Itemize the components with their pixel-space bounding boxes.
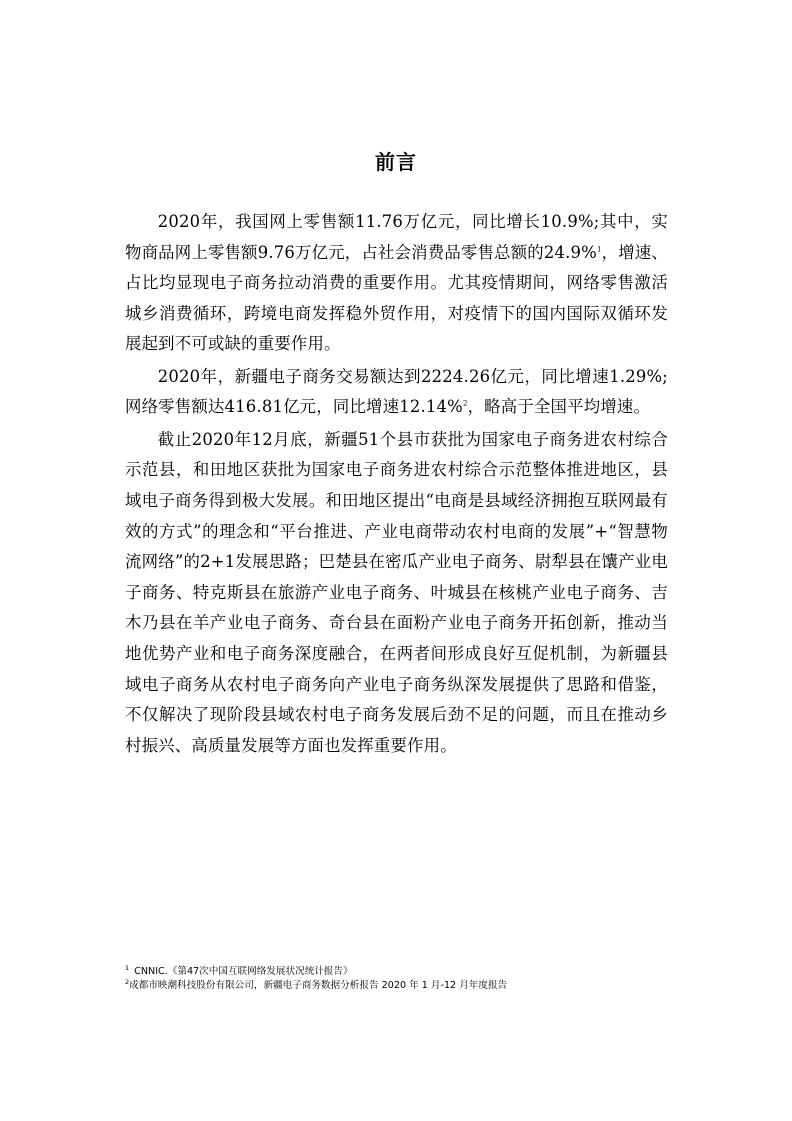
paragraph-county-ecommerce: 截止2020年12月底，新疆51个县市获批为国家电子商务进农村综合示范县，和田地区获批为国家电子商务进农村综合示范整体推进地区，县域电子商务得到极大发展。和田地区提出“电商是县域经济拥抱互联网最有效的方式”的理念和“平台推进、产业电商带动农村电商的发展”+“智慧物流网络”的2+1发展思路；巴楚县在密瓜产业电子商务、尉犁县在馕产业电子商务、特克斯县在旅游产业电子商务、叶城县在核桃产业电子商务、吉木乃县在羊产业电子商务、奇台县在面粉产业电子商务开拓创新，推动当地优势产业和电子商务深度融合，在两者间形成良好互促机制，为新疆县域电子商务从农村电子商务向产业电子商务纵深发展提供了思路和借鉴，不仅解决了现阶段县域农村电子商务发展后劲不足的问题，而且在推动乡村振兴、高质量发展等方面也发挥重要作用。 [125, 429, 668, 755]
footnote-text: 成都市映潮科技股份有限公司，新疆电子商务数据分析报告 2020 年 1 月-12 月年度报告 [129, 980, 508, 991]
footnote-mark: 2 [125, 977, 130, 986]
paragraph-national-retail [125, 207, 668, 360]
footnotes [125, 965, 685, 993]
paragraph-xinjiang-trade [125, 362, 668, 423]
paragraph-text: 2020年，新疆电子商务交易额达到2224.26亿元，同比增速1.29%;网络零售额达416.81亿元，同比增速12.14% [125, 366, 668, 417]
footnote-ref: 1 [596, 245, 602, 254]
footnote-text: CNNIC.《第47次中国互联网络发展状况统计报告》 [134, 966, 353, 977]
paragraph-text: ，增速、占比均显现电子商务拉动消费的重要作用。尤其疫情期间，网络零售激活城乡消费循环，跨境电商发挥稳外贸作用，对疫情下的国内国际双循环发展起到不可或缺的重要作用。 [125, 242, 668, 354]
document-body [125, 207, 668, 763]
footnote-mark: 1 [125, 963, 130, 972]
paragraph-text: ，略高于全国平均增速。 [467, 397, 651, 417]
paragraph-text: 2020年，我国网上零售额11.76万亿元，同比增长10.9%;其中，实物商品网上零售额9.76万亿元，占社会消费品零售总额的24.9% [125, 212, 668, 262]
page-title: 前言 [375, 150, 417, 174]
footnote-2 [125, 979, 685, 993]
footnote-1 [125, 965, 685, 979]
footnote-ref: 2 [462, 399, 468, 408]
